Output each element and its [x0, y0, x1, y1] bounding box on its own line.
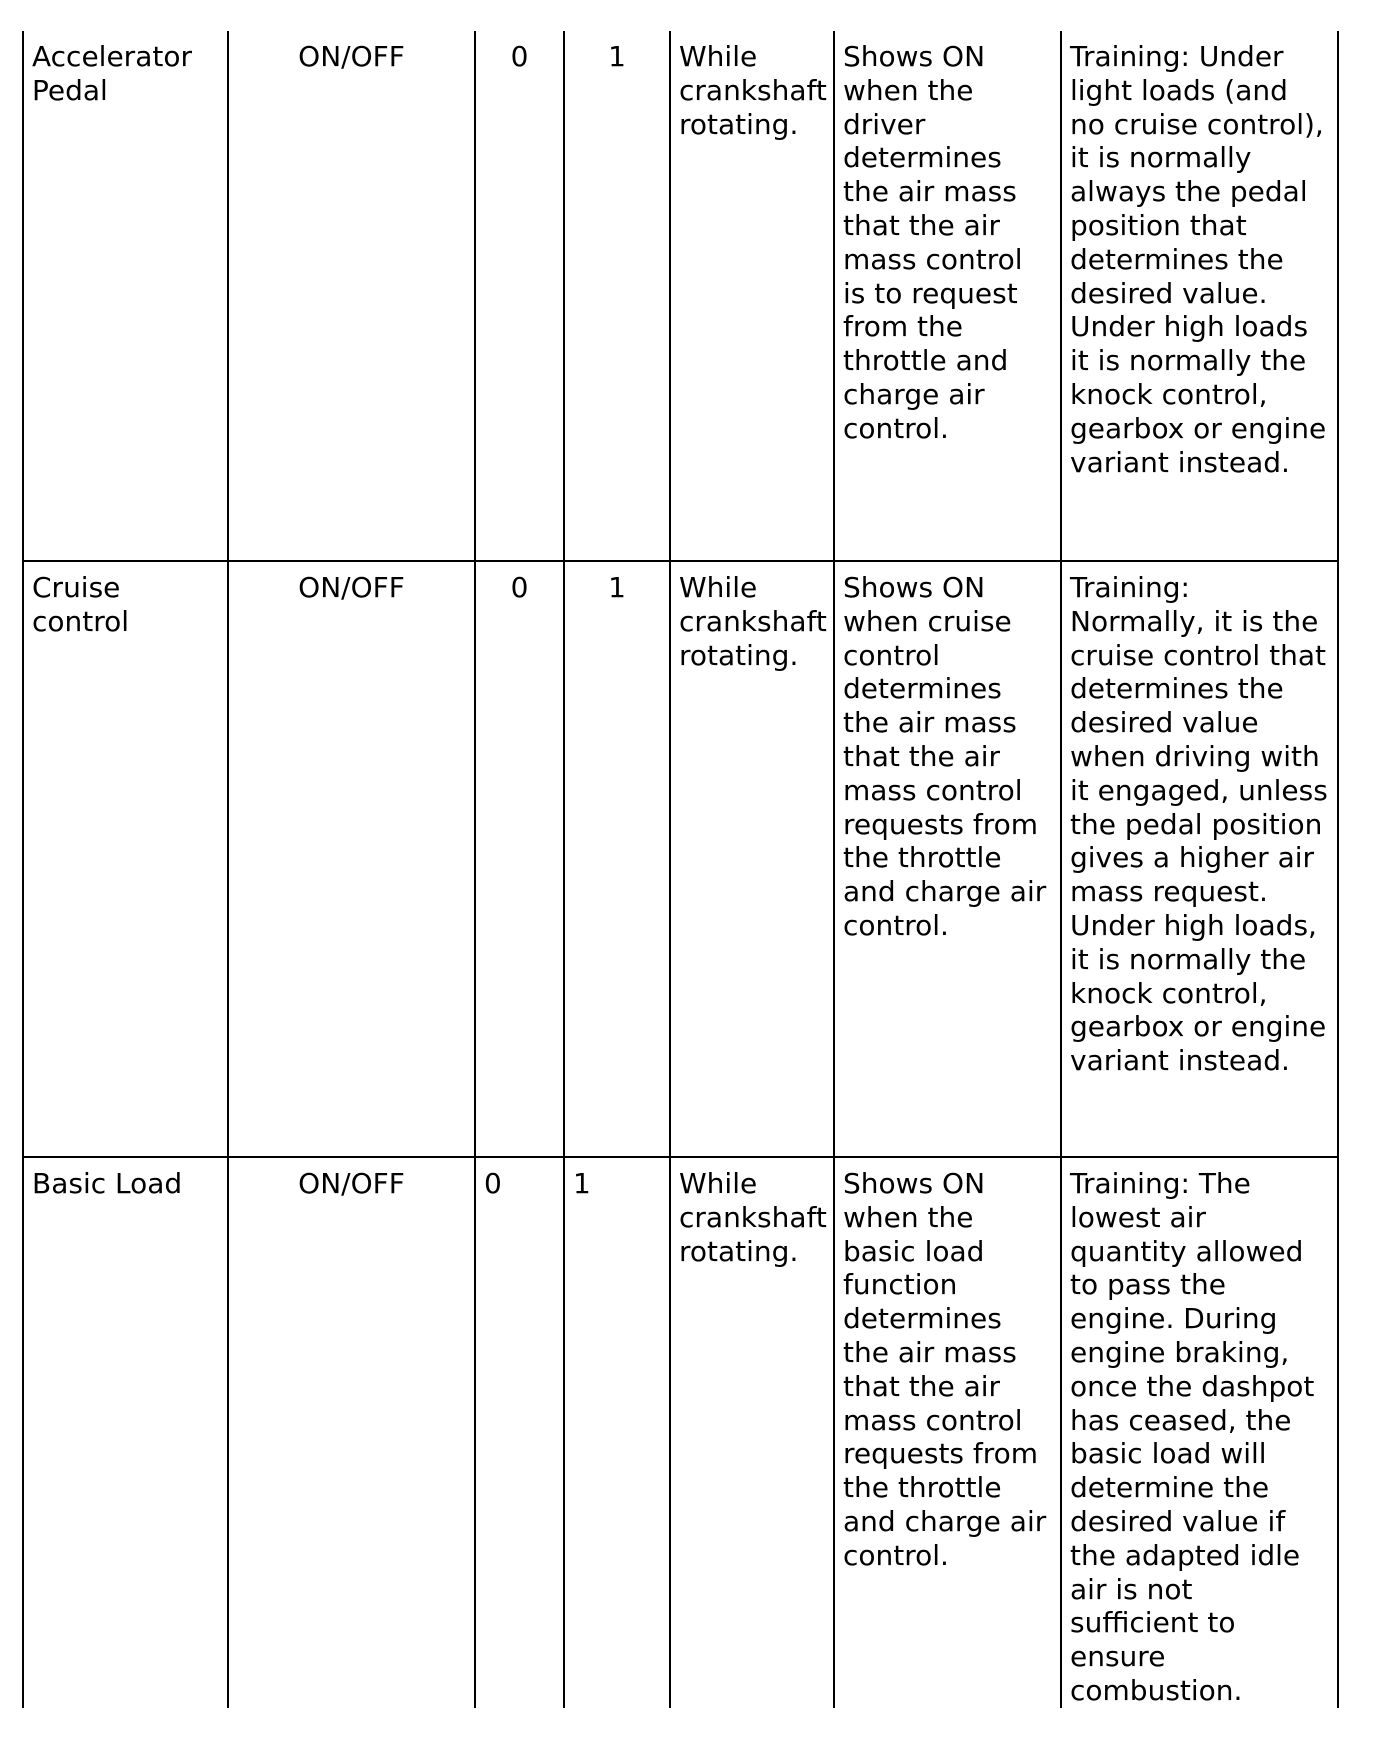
note-text: Training: Normally, it is the cruise control that determines the desired value when driving with it engaged, unless the pedal position gives a higher air mass request. Under high loads, it is normally the knock control, gearbox or engine variant instead. — [1070, 571, 1328, 1078]
unit-cell — [228, 31, 475, 561]
unit-value: ON/OFF — [298, 571, 405, 604]
min-value: 0 — [484, 1167, 502, 1200]
max-value: 1 — [608, 571, 626, 604]
condition-text: While crankshaft rotating. — [679, 40, 827, 141]
parameter-name: Basic Load — [32, 1167, 183, 1200]
table-row — [23, 1157, 1338, 1708]
max-cell — [564, 31, 670, 561]
description-text: Shows ON when cruise control determines the air mass that the air mass control requests from the throttle and charge air control. — [843, 571, 1047, 942]
min-value: 0 — [510, 40, 529, 73]
note-cell — [1061, 31, 1338, 561]
min-cell — [475, 31, 564, 561]
table-row — [23, 561, 1338, 1157]
max-cell — [564, 561, 670, 1157]
max-value: 1 — [608, 40, 626, 73]
note-cell — [1061, 1157, 1338, 1708]
parameter-name: Accelerator Pedal — [32, 40, 192, 107]
condition-text: While crankshaft rotating. — [679, 571, 827, 672]
parameter-name-cell — [23, 561, 228, 1157]
description-cell — [834, 561, 1061, 1157]
note-text: Training: Under light loads (and no cruise control), it is normally always the pedal position that determines the desired value. Under high loads it is normally the knock control, gearbox or engine variant instead. — [1070, 40, 1327, 479]
note-cell — [1061, 561, 1338, 1157]
parameter-name-cell — [23, 31, 228, 561]
description-cell — [834, 31, 1061, 561]
condition-text: While crankshaft rotating. — [679, 1167, 827, 1268]
description-text: Shows ON when the basic load function determines the air mass that the air mass control requests from the throttle and charge air control. — [843, 1167, 1047, 1572]
max-cell — [564, 1157, 670, 1708]
unit-value: ON/OFF — [298, 40, 405, 73]
description-text: Shows ON when the driver determines the air mass that the air mass control is to request from the throttle and charge air control. — [843, 40, 1023, 445]
unit-value: ON/OFF — [298, 1167, 405, 1200]
condition-cell — [670, 561, 834, 1157]
min-value: 0 — [510, 571, 529, 604]
condition-cell — [670, 1157, 834, 1708]
max-value: 1 — [573, 1167, 591, 1200]
note-text: Training: The lowest air quantity allowed to pass the engine. During engine braking, once the dashpot has ceased, the basic load will determine the desired value if the adapted idle air is not sufficient to ensure combustion. — [1070, 1167, 1315, 1707]
description-cell — [834, 1157, 1061, 1708]
parameter-name: Cruise control — [32, 571, 130, 638]
unit-cell — [228, 1157, 475, 1708]
condition-cell — [670, 31, 834, 561]
parameter-table — [22, 31, 1339, 1708]
min-cell — [475, 1157, 564, 1708]
unit-cell — [228, 561, 475, 1157]
table-row — [23, 31, 1338, 561]
min-cell — [475, 561, 564, 1157]
parameter-name-cell — [23, 1157, 228, 1708]
